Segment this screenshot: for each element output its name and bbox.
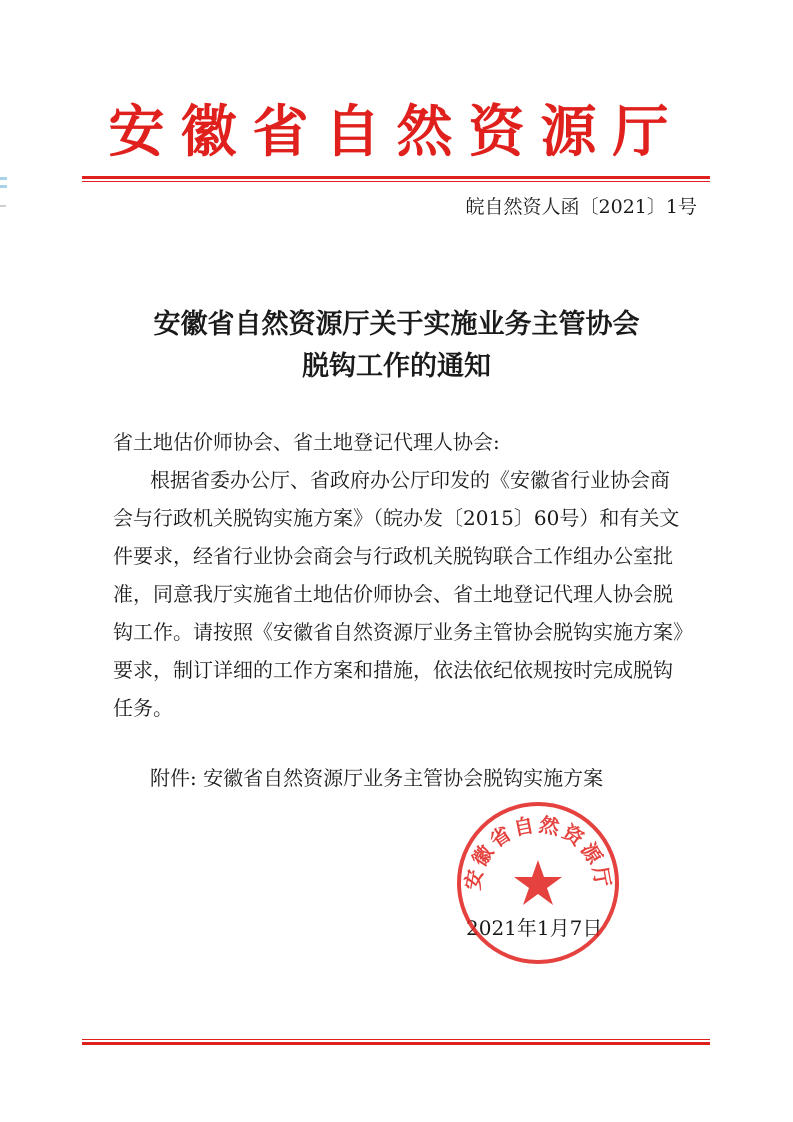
body-line: 会与行政机关脱钩实施方案》（皖办发〔2015〕60号）和有关文 xyxy=(113,506,680,530)
document-title xyxy=(0,304,793,388)
official-seal xyxy=(455,800,621,966)
issue-date: 2021年1月7日 xyxy=(466,916,603,940)
body-line: 根据省委办公厅、省政府办公厅印发的《安徽省行业协会商 xyxy=(150,468,670,492)
letterhead-org-name: 安徽省自然资源厅 xyxy=(108,99,685,165)
attachment-line: 附件: 安徽省自然资源厅业务主管协会脱钩实施方案 xyxy=(150,766,604,790)
letterhead-rule-thick xyxy=(82,176,710,179)
scan-margin-marks xyxy=(0,175,10,215)
footer-rule-thin xyxy=(82,1039,710,1040)
footer-rule-thick xyxy=(82,1042,710,1045)
letterhead-rule-thin xyxy=(82,181,710,182)
document-title-line-2: 脱钩工作的通知 xyxy=(302,351,491,382)
body-line: 任务。 xyxy=(113,696,173,720)
body-line: 要求，制订详细的工作方案和措施，依法依纪依规按时完成脱钩 xyxy=(113,658,673,682)
body-line: 件要求，经省行业协会商会与行政机关脱钩联合工作组办公室批 xyxy=(113,544,673,568)
document-number: 皖自然资人函〔2021〕1号 xyxy=(465,196,697,218)
svg-text:安徽省自然资源厅: 安徽省自然资源厅 xyxy=(460,812,616,892)
body-line: 钩工作。请按照《安徽省自然资源厅业务主管协会脱钩实施方案》 xyxy=(113,620,693,644)
body-line: 准，同意我厅实施省土地估价师协会、省土地登记代理人协会脱 xyxy=(113,582,673,606)
addressee: 省土地估价师协会、省土地登记代理人协会: xyxy=(113,430,500,454)
document-title-line-1: 安徽省自然资源厅关于实施业务主管协会 xyxy=(153,309,640,340)
